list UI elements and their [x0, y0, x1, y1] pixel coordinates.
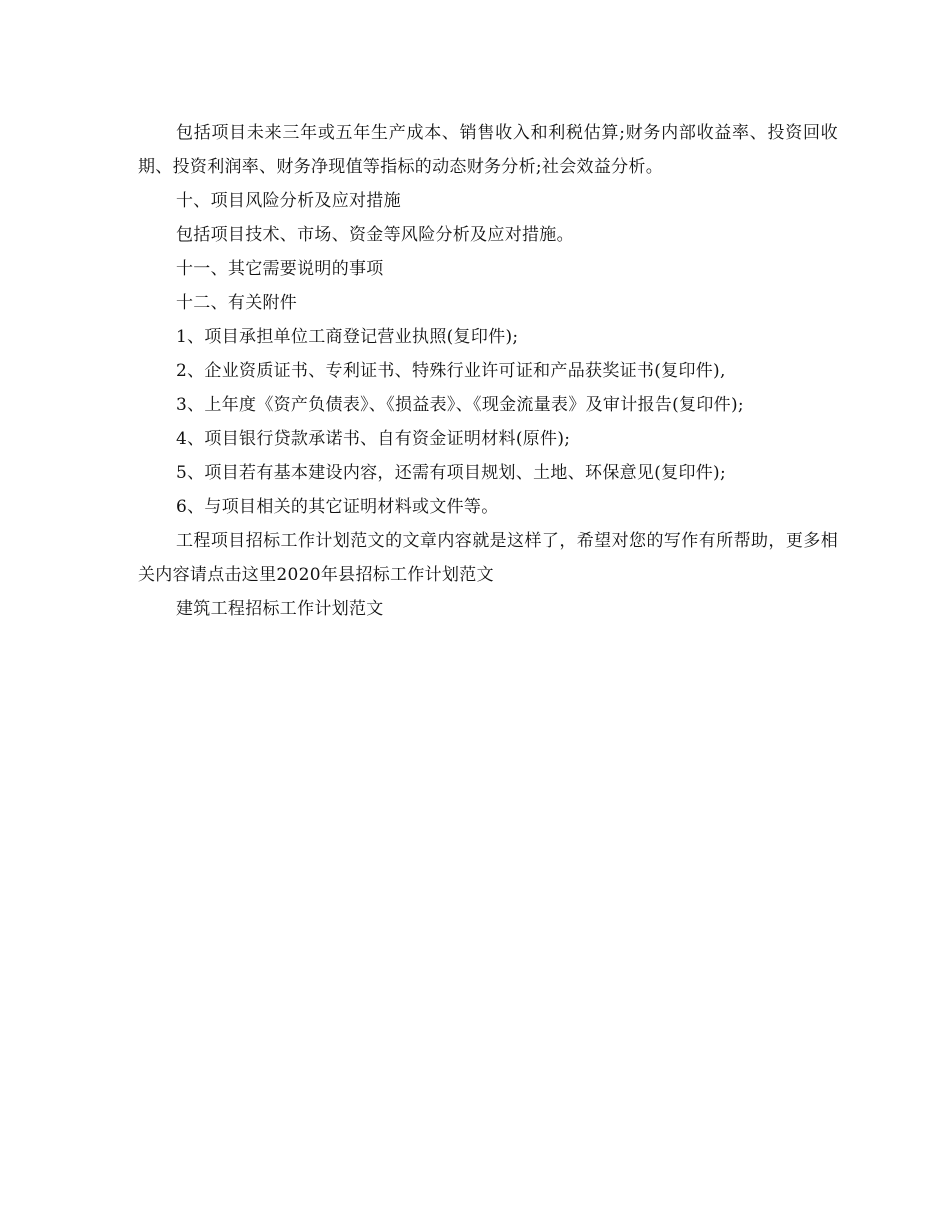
- paragraph-financial-analysis: 包括项目未来三年或五年生产成本、销售收入和利税估算;财务内部收益率、投资回收期、投资利润率、财务净现值等指标的动态财务分析;社会效益分析。: [138, 123, 838, 177]
- attachment-item-4: 4、项目银行贷款承诺书、自有资金证明材料(原件);: [176, 429, 571, 449]
- attachment-item-6: 6、与项目相关的其它证明材料或文件等。: [176, 497, 499, 517]
- attachment-item-2: 2、企业资质证书、专利证书、特殊行业许可证和产品获奖证书(复印件),: [176, 361, 726, 381]
- related-article-link[interactable]: 建筑工程招标工作计划范文: [176, 599, 384, 619]
- attachment-item-3: 3、上年度《资产负债表》、《损益表》、《现金流量表》及审计报告(复印件);: [176, 395, 744, 415]
- heading-attachments: 十二、有关附件: [176, 293, 298, 313]
- document-body: [138, 116, 838, 626]
- closing-paragraph: 工程项目招标工作计划范文的文章内容就是这样了，希望对您的写作有所帮助，更多相关内容请点击这里2020年县招标工作计划范文: [138, 531, 838, 585]
- attachment-item-5: 5、项目若有基本建设内容，还需有项目规划、土地、环保意见(复印件);: [176, 463, 727, 483]
- heading-other-matters: 十一、其它需要说明的事项: [176, 259, 384, 279]
- paragraph-risk-analysis: 包括项目技术、市场、资金等风险分析及应对措施。: [176, 225, 574, 245]
- heading-risk-analysis: 十、项目风险分析及应对措施: [176, 191, 401, 211]
- attachment-item-1: 1、项目承担单位工商登记营业执照(复印件);: [176, 327, 519, 347]
